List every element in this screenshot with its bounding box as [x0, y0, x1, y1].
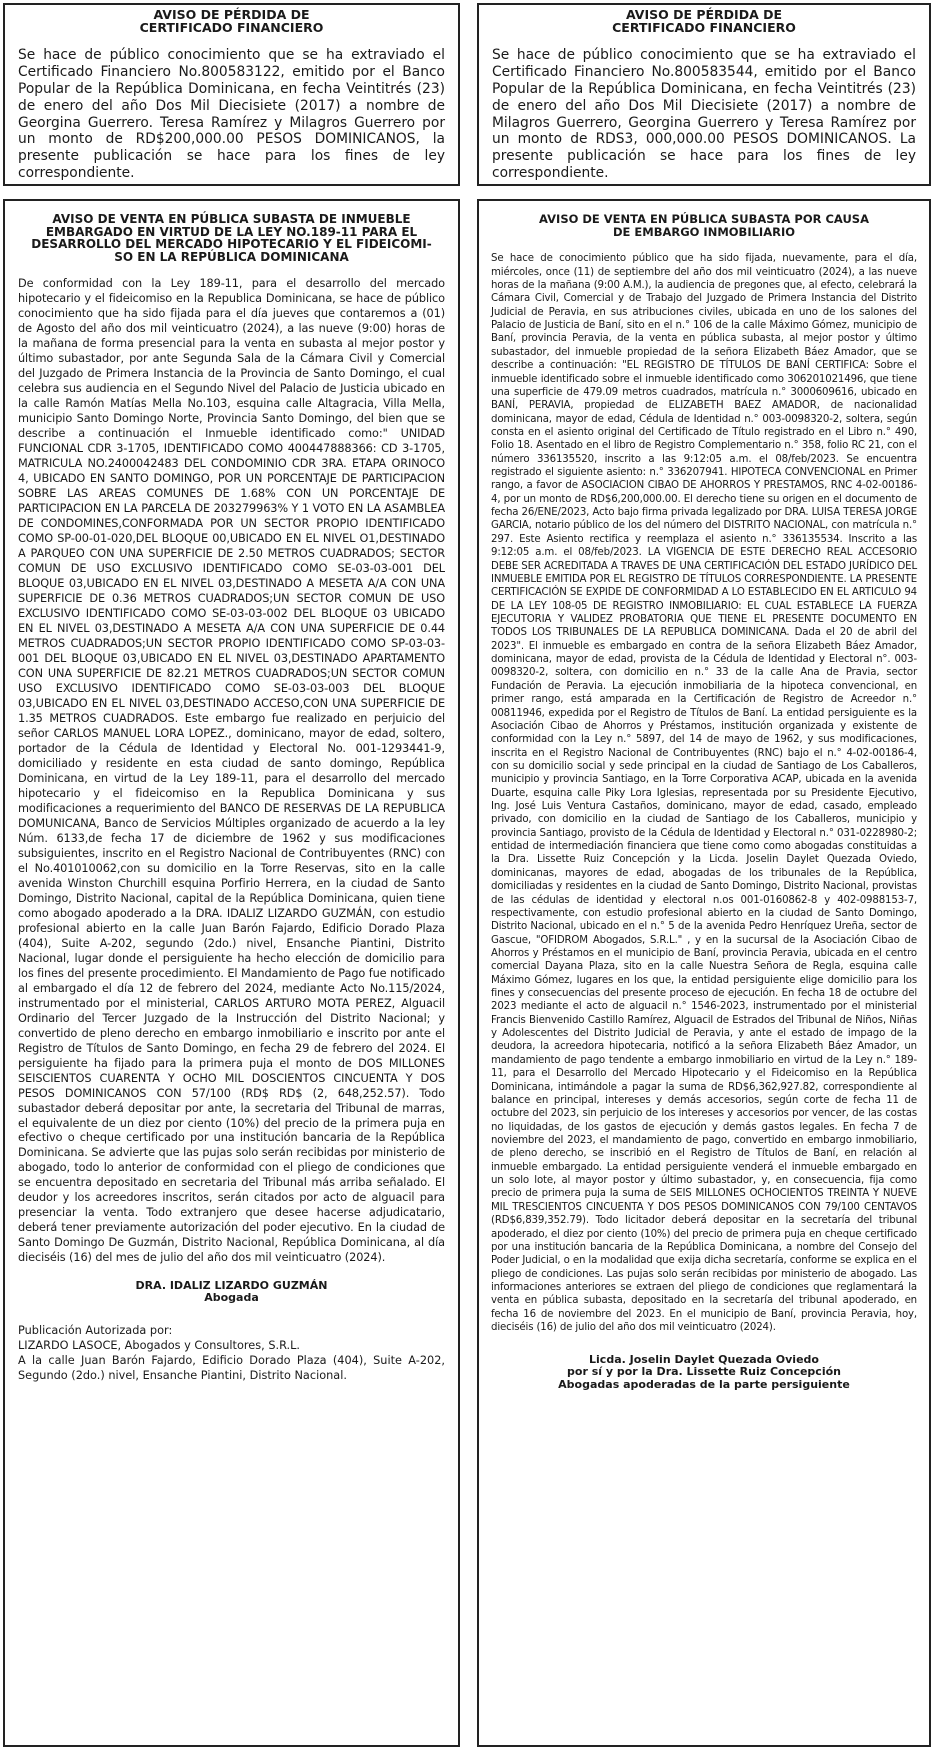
notice-title [492, 8, 916, 34]
notice-lost-certificate-a [3, 3, 460, 186]
notice-title-line: CERTIFICADO FINANCIERO [139, 20, 324, 36]
notice-auction-peravia [477, 199, 931, 1747]
notice-title [18, 8, 445, 34]
notice-title [18, 213, 445, 263]
notice-title [491, 213, 917, 238]
signature-block [18, 1280, 445, 1304]
notice-title-line: CERTIFICADO FINANCIERO [612, 20, 796, 36]
notice-title-line: AVISO DE VENTA EN PÚBLICA SUBASTA DE INMUEBLE [52, 212, 411, 226]
notice-lost-certificate-b [477, 3, 931, 186]
notice-title-line: EMBARGADO EN VIRTUD DE LA LEY NO.189-11 PARA EL [45, 224, 418, 239]
notice-title-line: DE EMBARGO INMOBILIARIO [612, 224, 796, 239]
notice-title-line: AVISO DE PÉRDIDA DE [625, 7, 783, 22]
signatory-role: Abogadas apoderadas de la parte persiguiente [558, 1377, 850, 1391]
signatory-name: DRA. IDALIZ LIZARDO GUZMÁN [135, 1279, 328, 1293]
signatory-detail: por sí y por la Dra. Lissette Ruiz Concepción [567, 1365, 841, 1379]
notice-title-line: AVISO DE PÉRDIDA DE [153, 7, 310, 22]
publication-label: Publicación Autorizada por: [18, 1323, 173, 1337]
notice-auction-santo-domingo [3, 199, 460, 1747]
notice-body: Se hace de público conocimiento que se ha extraviado el Certificado Financiero No.800583544, emitido por el Banco Popular de la República Dominicana, en fecha Veintitrés (23) de enero del año Dos Mil Diecisiete (2017) a nombre de Milagros Guerrero, Georgina Guerrero y Teresa Ramírez por un monto de RDS3, 000,000.00 PESOS DOMINICANOS. La presente publicación se hace para los fines de ley correspondiente. [492, 47, 916, 182]
notice-title-line: SO EN LA REPÚBLICA DOMINICANA [114, 249, 349, 264]
publication-credit [18, 1323, 445, 1383]
publisher-name: LIZARDO LASOCE, Abogados y Consultores, S.R.L. [18, 1338, 300, 1352]
notice-body: Se hace de público conocimiento que se ha extraviado el Certificado Financiero No.800583122, emitido por el Banco Popular de la República Dominicana, en fecha Veintitrés (23) de enero del año Dos Mil Diecisiete (2017) a nombre de Georgina Guerrero. Teresa Ramírez y Milagros Guerrero por un monto de RD$200,000.00 PESOS DOMINICANOS, la presente publicación se hace para los fines de ley correspondiente. [18, 47, 445, 182]
notice-title-line: AVISO DE VENTA EN PÚBLICA SUBASTA POR CAUSA [539, 212, 869, 226]
notice-title-line: DESARROLLO DEL MERCADO HIPOTECARIO Y EL FIDEICOMI- [31, 237, 432, 252]
signatory-name: Licda. Joselin Daylet Quezada Oviedo [589, 1353, 819, 1367]
signatory-role: Abogada [204, 1291, 259, 1305]
notice-body: Se hace de conocimiento público que ha sido fijada, nuevamente, para el día, miércoles, once (11) de septiembre del año dos mil veinticuatro (2024), a las nueve horas de la mañana (9:00 A.M.), la audiencia de pregones que, al efecto, celebrará la Cámara Civil, Comercial y de Trabajo del Juzgado de Primera Instancia del Distrito Judicial de Peravia, en sus atribuciones civiles, ubicada en uno de los salones del Palacio de Justicia de Baní, sito en el n.° 106 de la calle Máximo Gómez, municipio de Baní, provincia Peravia, de la venta en pública subasta, al mejor postor y último subastador, del inmueble propiedad de la señora Elizabeth Báez Amador, que se describe a continuación: "EL REGISTRO DE TÍTULOS DE BANÍ CERTIFICA: Sobre el inmueble identificado sobre el inmueble identificado como 306201021496, que tiene una superficie de 479.09 metros cuadrados, matrícula n.° 3000609616, ubicado en BANÍ, PERAVIA, propiedad de ELIZABETH BAEZ AMADOR, de nacionalidad dominicana, mayor de edad, Cédula de Identidad n.° 003-0098320-2, soltera, según consta en el asiento original del Certificado de Título registrado en el Libro n.° 490, Folio 18. Asentado en el libro de Registro Complementario n.° 358, folio RC 21, con el número 336135520, inscrito a las 9:12:05 a.m. el 08/feb/2023. Se encuentra registrado el siguiente asiento: n.° 336207941. HIPOTECA CONVENCIONAL en Primer rango, a favor de ASOCIACION CIBAO DE AHORROS Y PRESTAMOS, RNC 4-02-00186-4, por un monto de RD$6,200,000.00. El derecho tiene su origen en el documento de fecha 26/ENE/2023, Acto bajo firma privada legalizado por DRA. LUISA TERESA JORGE GARCIA, notario público de los del número del DISTRITO NACIONAL, con matrícula n.° 297. Este Asiento rectifica y reemplaza el asiento n.° 336135534. Inscrito a las 9:12:05 a.m. el 08/feb/2023. LA VIGENCIA DE ESTE DERECHO REAL ACCESORIO DEBE SER ACREDITADA A TRAVES DE UNA CERTIFICACIÓN DEL ESTADO JURÍDICO DEL INMUEBLE EMITIDA POR EL REGISTRO DE TÍTULOS CORRESPONDIENTE. LA PRESENTE CERTIFICACIÓN SE EXPIDE DE CONFORMIDAD A LO ESTABLECIDO EN EL ARTICULO 94 DE LA LEY 108-05 DE REGISTRO INMOBILIARIO: EL CUAL ESTABLECE LA FUERZA EJECUTORIA Y VALIDEZ PROBATORIA QUE TIENE EL PRESENTE DOCUMENTO EN TODOS LOS TRIBUNALES DE LA REPUBLICA DOMINICANA. Dada el 20 de abril del 2023". El inmueble es embargado en contra de la señora Elizabeth Báez Amador, dominicana, mayor de edad, provista de la Cédula de Identidad y Electoral n°. 003-0098320-2, soltera, con domicilio en n.° 33 de la calle Ana de Pravia, sector Fundación de Peravia. La ejecución inmobiliaria de la hipoteca convencional, en primer rango, está amparada en la Certificación de Registro de Acreedor n.° 00811946, expedida por el Registro de Títulos de Baní. La entidad persiguiente es la Asociación Cibao de Ahorros y Préstamos, institución organizada y existente de conformidad con la Ley n.° 5897, del 14 de mayo de 1962, y sus modificaciones, inscrita en el Registro Nacional de Contribuyentes (RNC) bajo el n.° 4-02-00186-4, con su domicilio social y sede principal en la ciudad de Santiago de Los Caballeros, municipio y provincia Santiago, en la Torre Corporativa ACAP, ubicada en la avenida Duarte, esquina calle Piky Lora Iglesias, representada por su Presidente Ejecutivo, Ing. José Luis Ventura Castaños, dominicano, mayor de edad, casado, empleado privado, con domicilio en la ciudad de Santiago de los Caballeros, municipio y provincia Santiago, provisto de la Cédula de Identidad y Electoral n.° 031-0228980-2; entidad de intermediación financiera que tiene como como abogadas constituidas a la Dra. Lissette Ruiz Concepción y la Licda. Joselin Daylet Quezada Oviedo, dominicanas, mayores de edad, abogadas de los tribunales de la República, domiciliadas y residentes en la ciudad de Santo Domingo, Distrito Nacional, provistas de las cédulas de identidad y electoral n.os 001-0160862-8 y 402-0988153-7, respectivamente, con estudio profesional abierto en la ciudad de Santo Domingo, Distrito Nacional, ubicado en el n.° 5 de la avenida Pedro Henríquez Ureña, sector de Gascue, "OFIDROM Abogados, S.R.L." , y en la sucursal de la Asociación Cibao de Ahorros y Préstamos en el municipio de Baní, provincia Peravia, ubicada en el centro comercial Dayana Plaza, sito en la calle Nuestra Señora de Regla, esquina calle Máximo Gómez, lugares en los que, la entidad persiguiente elige domicilio para los fines y consecuencias del presente proceso de ejecución. En fecha 18 de octubre del 2023 mediante el acto de alguacil n.° 1546-2023, instrumentado por el ministerial Francis Bienvenido Castillo Ramírez, Alguacil de Estrados del Tribunal de Niños, Niñas y Adolescentes del Distrito Judicial de Peravia, y ante el estado de impago de la deudora, la acreedora hipotecaria, notificó a la señora Elizabeth Báez Amador, un mandamiento de pago tendente a embargo inmobiliario en virtud de la Ley n.° 189-11, para el Desarrollo del Mercado Hipotecario y el Fideicomiso en la República Dominicana, intimándole a pagar la suma de RD$6,362,927.82, correspondiente al balance en principal, intereses y demás accesorios, según corte de fecha 11 de octubre del 2023, sin perjuicio de los intereses y accesorios por vencer, de las costas no liquidadas, de los gastos de ejecución y demás gastos legales. En fecha 7 de noviembre del 2023, el mandamiento de pago, convertido en embargo inmobiliario, de pleno derecho, se inscribió en el Registro de Títulos de Baní, en relación al inmueble embargado. La entidad persiguiente venderá el inmueble embargado en un solo lote, al mayor postor y último subastador, y, en consecuencia, fija como precio de primera puja la suma de SEIS MILLONES OCHOCIENTOS TREINTA Y NUEVE MIL TRESCIENTOS CINCUENTA Y DOS PESOS DOMINICANOS CON 79/100 CENTAVOS (RD$6,839,352.79). Todo licitador deberá depositar en la secretaría del tribunal apoderado, el diez por ciento (10%) del precio de primera puja en cheque certificado por una institución bancaria de la República Dominicana, a nombre del Consejo del Poder Judicial, o en la modalidad que exija dicha secretaría, conforme se explica en el pliego de condiciones. Las pujas solo serán recibidas por ministerio de abogado. Las informaciones anteriores se extraen del pliego de condiciones que reglamentará la venta en pública subasta, depositado en la secretaría del tribunal apoderado, en fecha 16 de noviembre del 2023. En el municipio de Baní, provincia Peravia, hoy, dieciséis (16) de julio del año dos mil veinticuatro (2024). [491, 253, 917, 1334]
publisher-address: A la calle Juan Barón Fajardo, Edificio Dorado Plaza (404), Suite A-202, Segundo (2do.) nivel, Ensanche Piantini, Distrito Nacional. [18, 1353, 445, 1382]
signature-block [491, 1354, 917, 1390]
notice-body: De conformidad con la Ley 189-11, para el desarrollo del mercado hipotecario y el fideicomiso en la Republica Dominicana, se hace de público conocimiento que ha sido fijada para el día jueves que contaremos a (01) de Agosto del año dos mil veinticuatro (2024), a las nueve (9:00) horas de la mañana de forma presencial para la venta en subasta al mejor postor y último subastador, por ante Segunda Sala de la Cámara Civil y Comercial del Juzgado de Primera Instancia de la Provincia de Santo Domingo, el cual celebra sus audiencia en el Segundo Nivel del Palacio de Justicia ubicado en la calle Ramón Matías Mella No.103, esquina calle Altagracia, Villa Mella, municipio Santo Domingo Norte, Provincia Santo Domingo, del bien que se describe a continuación el Inmueble identificado como:" UNIDAD FUNCIONAL CDR 3-1705, IDENTIFICADO COMO 400447888366: CD 3-1705, MATRICULA NO.2400042483 DEL CONDOMINIO CDR 3RA. ETAPA ORINOCO 4, UBICADO EN SANTO DOMINGO, POR UN PORCENTAJE DE PARTICIPACION SOBRE LAS AREAS COMUNES DE 1.68% CON UN PORCENTAJE DE PARTICIPACION EN LA PARCELA DE 203279963% Y 1 VOTO EN LA ASAMBLEA DE CONDOMINES,CONFORMADA POR UN SECTOR PROPIO IDENTIFICADO COMO SP-00-01-020,DEL BLOQUE 00,UBICADO EN EL NIVEL O1,DESTINADO A PARQUEO CON UNA SUPERFICIE DE 2.50 METROS CUADRADOS; SECTOR COMUN DE USO EXCLUSIVO IDENTIFICADO COMO SE-03-03-001 DEL BLOQUE 03,UBICADO EN EL NIVEL 03,DESTINADO A MESETA A/A CON UNA SUPERFICIE DE 0.36 METROS CUADRADOS;UN SECTOR COMUN DE USO EXCLUSIVO IDENTIFICADO COMO SE-03-03-002 DEL BLOQUE 03 UBICADO EN EL NIVEL 03,DESTINADO A MESETA A/A CON UNA SUPERFICIE DE 0.44 METROS CUADRADOS;UN SECTOR PROPIO IDENTIFICADO COMO SP-03-03-001 DEL BLOQUE 03,UBICADO EN EL NIVEL 03,DESTINADO APARTAMENTO CON UNA SUPERFICIE DE 82.21 METROS CUADRADOS;UN SECTOR COMUN USO EXCLUSIVO IDENTIFICADO COMO SE-03-03-003 DEL BLOQUE 03,UBICADO EN EL NIVEL 03,DESTINADO ACCESO,CON UNA SUPERFICIE DE 1.35 METROS CUADRADOS. Este embargo fue realizado en perjuicio del señor CARLOS MANUEL LORA LOPEZ., dominicano, mayor de edad, soltero, portador de la Cédula de Identidad y Electoral No. 001-1293441-9, domiciliado y residente en esta ciudad de santo domingo, República Dominicana, en virtud de la Ley 189-11, para el desarrollo del mercado hipotecario y el fideicomiso en la Republica Dominicana y sus modificaciones a requerimiento del BANCO DE RESERVAS DE LA REPUBLICA DOMUNICANA, Banco de Servicios Múltiples organizado de acuerdo a la ley Núm. 6133,de fecha 17 de diciembre de 1962 y sus modificaciones subsiguientes, inscrito en el Registro Nacional de Contribuyentes (RNC) con el No.401010062,con su domicilio en la Torre Reservas, sito en la calle avenida Winston Churchill esquina Porfirio Herrera, en la ciudad de Santo Domingo, Distrito Nacional, capital de la República Dominicana, quien tiene como abogado apoderado a la DRA. IDALIZ LIZARDO GUZMÁN, con estudio profesional abierto en la calle Juan Barón Fajardo, Edificio Dorado Plaza (404), Suite A-202, segundo (2do.) nivel, Ensanche Piantini, Distrito Nacional, lugar donde el persiguiente ha hecho elección de domicilio para los fines del presente procedimiento. El Mandamiento de Pago fue notificado al embargado el día 12 de febrero del 2024, mediante Acto No.115/2024, instrumentado por el ministerial, CARLOS ARTURO MOTA PEREZ, Alguacil Ordinario del Tercer Juzgado de la Instrucción del Distrito Nacional; y convertido de pleno derecho en embargo inmobiliario e inscrito por ante el Registro de Títulos de Santo Domingo, en fecha 29 de febrero del 2024. El persiguiente ha fijado para la primera puja el monto de DOS MILLONES SEISCIENTOS CUARENTA Y OCHO MIL DOSCIENTOS CINCUENTA Y DOS PESOS DOMINICANOS CON 57/100 (RD$ RD$ (2, 648,252.57). Todo subastador deberá depositar por ante, la secretaria del Tribunal de marras, el equivalente de un diez por ciento (10%) del precio de la primera puja en efectivo o cheque certificado por una institución bancaria de la República Dominicana. Se advierte que las pujas solo serán recibidas por ministerio de abogado, todo lo anterior de conformidad con el pliego de condiciones que se encuentra depositado en secretaria del Tribunal más arriba señalado. El deudor y los acreedores inscritos, serán citados por acto de alguacil para presenciar la venta. Todo extranjero que desee hacerse adjudicatario, deberá tener previamente autorización del poder ejecutivo. En la ciudad de Santo Domingo De Guzmán, Distrito Nacional, República Dominicana, al día dieciséis (16) del mes de julio del año dos mil veinticuatro (2024). [18, 277, 445, 1265]
